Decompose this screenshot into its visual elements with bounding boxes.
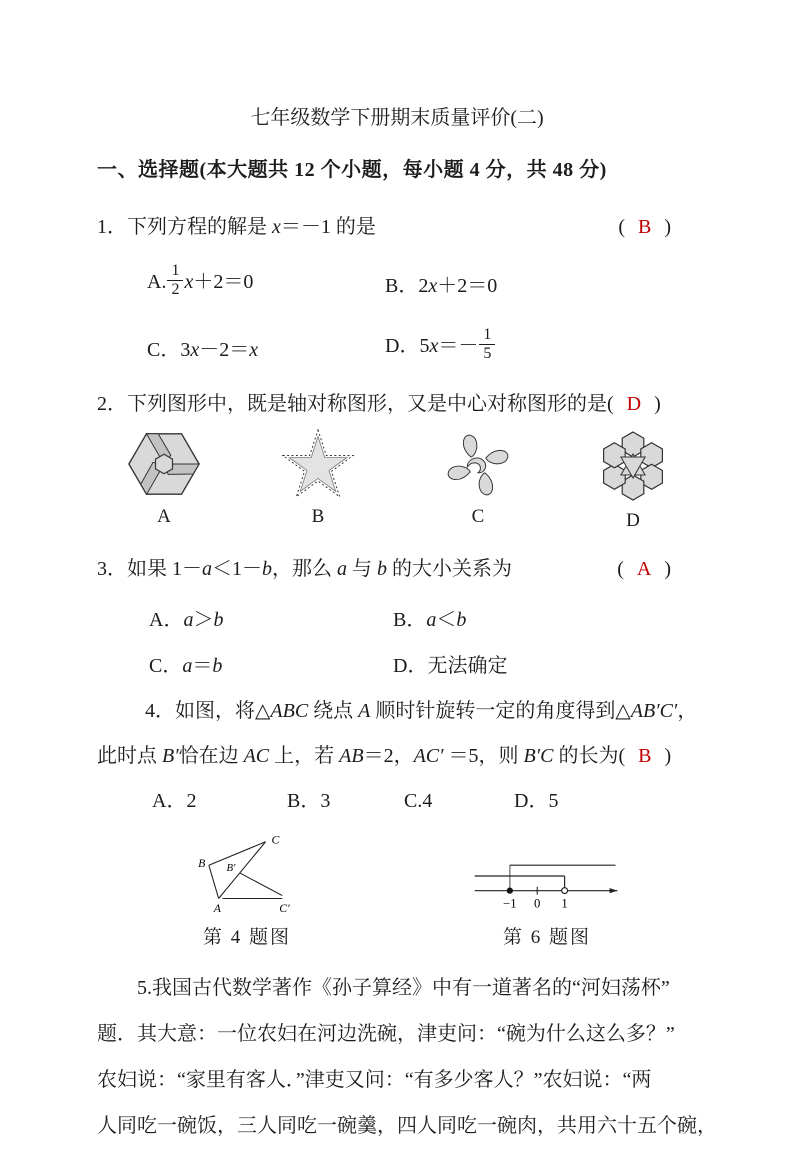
q5-line-1: 5.我国古代数学著作《孙子算经》中有一道著名的“河妇荡杯” [137, 977, 670, 999]
answer-letter-q1: B [637, 216, 652, 238]
answer-bracket-q2: ( D ) [607, 393, 661, 415]
q1-option-c: C．3x－2＝x [147, 338, 259, 361]
answer-bracket-q1: ( B ) [618, 216, 671, 238]
q4-option-a: A．2 [152, 790, 197, 812]
q2-figure-b [273, 428, 363, 532]
q3-option-a: A．a＞b [149, 608, 224, 631]
q2-figure-a-label: A [157, 506, 171, 527]
point-label-B: B [198, 857, 206, 871]
q2-figure-row [125, 428, 673, 532]
q2-figure-b-label: B [311, 506, 325, 527]
q2-figure-d [593, 428, 673, 532]
document-content [97, 0, 717, 1149]
tick-label-minus1: −1 [503, 896, 517, 911]
q4-options-row [97, 779, 697, 824]
question-4-paragraph [97, 689, 697, 824]
page-title: 七年级数学下册期末质量评价(二) [250, 107, 544, 129]
question-5-paragraph [97, 965, 717, 1149]
hexagon-flower-figure [593, 428, 673, 504]
fraction: $\frac{1}{5}$ [479, 326, 495, 362]
question-3-stem [97, 552, 697, 581]
q3-option-c: C．a＝b [149, 654, 223, 677]
fraction: $\frac{1}{2}$ [167, 262, 183, 298]
point-label-A: A [213, 902, 221, 916]
q2-figure-a [125, 428, 203, 532]
answer-letter-q4: B [638, 745, 652, 767]
point-label-C: C [271, 833, 280, 847]
section-heading: 一、选择题(本大题共 12 个小题，每小题 4 分，共 48 分) [97, 159, 607, 181]
q4-option-b: B．3 [287, 790, 331, 812]
question-1-stem [97, 210, 697, 239]
q3-options-ab [97, 605, 697, 629]
q2-figure-c-label: C [471, 506, 485, 527]
answer-bracket-q3: ( A ) [617, 558, 671, 580]
q1-option-a: A. $\frac{1}{2}$ x＋2＝0 [147, 262, 254, 298]
q6-diagram-column [397, 830, 697, 949]
q1-options-cd [97, 319, 697, 375]
q4-option-c: C.4 [404, 790, 433, 812]
q1-option-d: D．5x＝－ $\frac{1}{5}$ [385, 329, 496, 366]
q1-options-ab [97, 253, 697, 313]
star-figure [273, 428, 363, 500]
q3-options-cd [97, 651, 697, 675]
question-2-stem: 2．下列图形中，既是轴对称图形，又是中心对称图形的是( D ) [97, 393, 661, 415]
diagram-row [97, 830, 697, 949]
q4-figure-caption: 第 4 题图 [202, 927, 291, 948]
answer-bracket-q4: ( B ) [618, 745, 672, 767]
q4-option-d: D．5 [514, 790, 559, 812]
q3-text: 3．如果 1－a＜1－b，那么 a 与 b 的大小关系为 [97, 558, 512, 580]
number-line-figure [471, 830, 623, 920]
answer-letter-q3: A [636, 558, 652, 580]
q2-figure-d-label: D [626, 510, 640, 531]
q4-line-2: 此时点 B′恰在边 AC 上，若 AB＝2，AC′ ＝5，则 B′C 的长为( B ) [97, 745, 672, 767]
point-label-B-prime: B′ [226, 862, 236, 875]
q3-option-b: B．a＜b [393, 608, 467, 631]
hexagon-pinwheel-figure [125, 428, 203, 500]
swirl-pinwheel-figure [433, 428, 523, 500]
q6-figure-caption: 第 6 题图 [502, 927, 591, 948]
q5-line-4: 人同吃一碗饭，三人同吃一碗羹，四人同吃一碗肉，共用六十五个碗， [97, 1115, 717, 1137]
triangle-rotation-figure [188, 830, 306, 920]
q5-line-3: 农妇说：“家里有客人．”津吏又问：“有多少客人？”农妇说：“两 [97, 1069, 652, 1091]
q1-option-b: B．2x＋2＝0 [385, 274, 498, 297]
answer-letter-q2: D [626, 393, 642, 415]
q4-diagram-column [97, 830, 397, 949]
q1-text: 1．下列方程的解是 x＝－1 的是 [97, 216, 376, 238]
q4-line-1: 4．如图，将△ABC 绕点 A 顺时针旋转一定的角度得到△AB′C′， [145, 700, 698, 722]
q5-line-2: 题．其大意：一位农妇在河边洗碗，津吏问：“碗为什么这么多？” [97, 1023, 675, 1045]
tick-label-1: 1 [561, 896, 568, 911]
point-label-C-prime: C′ [279, 902, 290, 916]
q3-option-d: D．无法确定 [393, 654, 508, 677]
tick-label-0: 0 [534, 896, 541, 911]
q2-figure-c [433, 428, 523, 532]
